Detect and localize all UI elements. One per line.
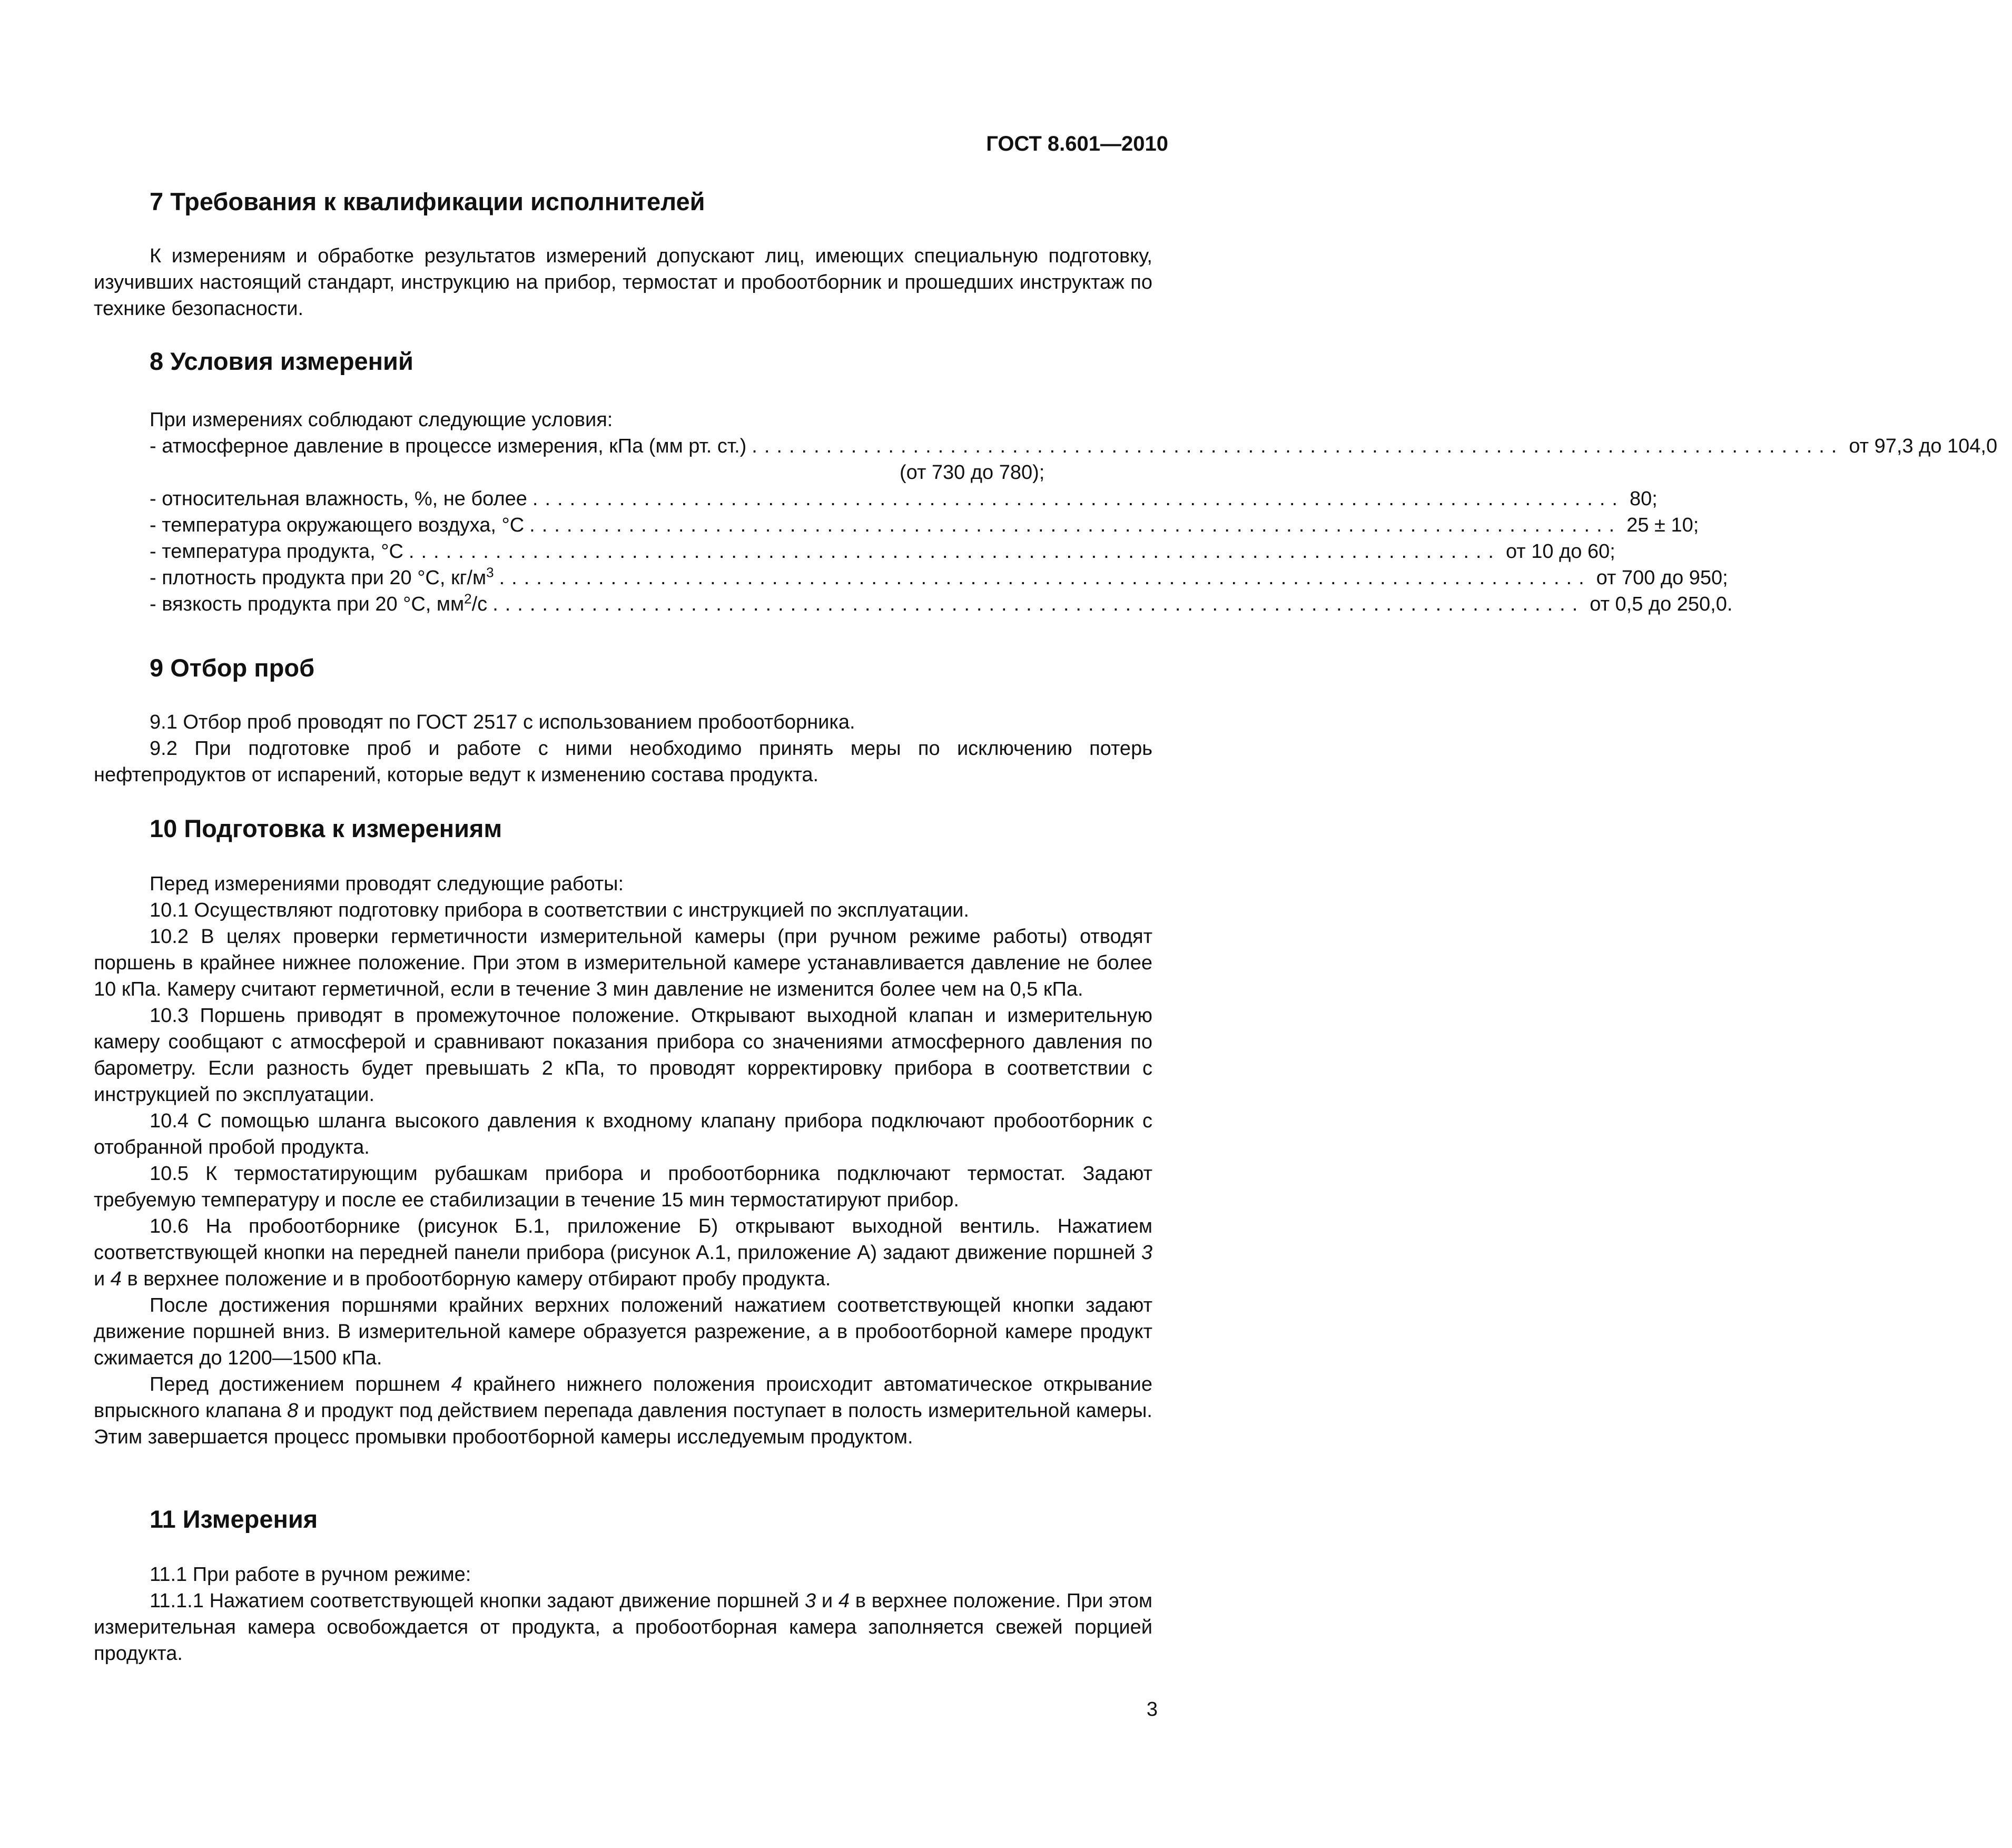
- section-10: [94, 814, 1152, 1450]
- condition-row: [94, 564, 1728, 591]
- condition-value: от 97,3 до 104,0: [1849, 435, 1998, 457]
- paragraph-10-1: 10.1 Осуществляют подготовку прибора в соответствии с инструкцией по эксплуатации.: [150, 899, 969, 921]
- condition-row: [94, 512, 1699, 538]
- condition-label: - атмосферное давление в процессе измерения, кПа (мм рт. ст.): [150, 435, 747, 457]
- section-9: [94, 653, 1152, 788]
- superscript: 3: [486, 564, 494, 581]
- section-7-paragraph: К измерениям и обработке результатов измерений допускают лиц, имеющих специальную подготовку, изучивших настоящий стандарт, инструкцию на прибор, термостат и пробоотборник и прошедших инструктаж по технике безопасности.: [94, 245, 1152, 320]
- section-8: [94, 347, 1998, 617]
- condition-label: - плотность продукта при 20 °С, $кг/м^3$: [150, 564, 494, 589]
- leader-dots: ........................................................................................: [492, 593, 1585, 615]
- condition-row: [94, 433, 1998, 459]
- condition-value: 80;: [1629, 488, 1658, 510]
- paragraph-10-5: 10.5 К термостатирующим рубашкам прибора и пробоотборника подключают термостат. Задают требуемую температуру и после ее стабилизации в течение 15 мин термостатируют прибор.: [94, 1163, 1152, 1211]
- paragraph-10-6-continued: После достижения поршнями крайних верхних положений нажатием соответствующей кнопки задают движение поршней вниз. В измерительной камере образуется разрежение, а в пробоотборной камере продукт сжимается до 1200—1500 кПа.: [94, 1294, 1152, 1369]
- condition-row: [94, 538, 1615, 565]
- section-7: [94, 187, 1152, 322]
- paragraph-10-3: 10.3 Поршень приводят в промежуточное положение. Открывают выходной клапан и измерительную камеру сообщают с атмосферой и сравнивают показания прибора со значениями атмосферного давления по барометру. Если разность будет превышать 2 кПа, то проводят корректировку прибора в соответствии с инструкцией по эксплуатации.: [94, 1005, 1152, 1106]
- condition-label: - температура окружающего воздуха, °С: [150, 514, 525, 536]
- paragraph-11-1-1: 11.1.1 Нажатием соответствующей кнопки задают движение поршней 3 и 4 в верхнее положение. При этом измерительная камера освобождается от продукта, а пробоотборная камера заполняется свежей порцией продукта.: [94, 1590, 1153, 1665]
- paragraph-10-6: 10.6 На пробоотборнике (рисунок Б.1, приложение Б) открывают выходной вентиль. Нажатием соответствующей кнопки на передней панели прибора (рисунок А.1, приложение А) задают движение поршней 3 и 4 в верхнее положение и в пробоотборную камеру отбирают пробу продукта.: [94, 1215, 1152, 1290]
- paragraph-9-1: 9.1 Отбор проб проводят по ГОСТ 2517 с использованием пробоотборника.: [150, 711, 855, 733]
- section-11: [94, 1505, 1152, 1667]
- leader-dots: ........................................................................................: [408, 540, 1501, 563]
- paragraph-10-2: 10.2 В целях проверки герметичности измерительной камеры (при ручном режиме работы) отводят поршень в крайнее нижнее положение. При этом в измерительной камере устанавливается давление не более 10 кПа. Камеру считают герметичной, если в течение 3 мин давление не изменится более чем на 0,5 кПа.: [94, 926, 1152, 1000]
- leader-dots: ........................................................................................: [499, 567, 1591, 589]
- condition-label: - относительная влажность, %, не более: [150, 488, 527, 510]
- leader-dots: ........................................................................................: [532, 488, 1624, 510]
- condition-value: от 700 до 950;: [1596, 567, 1728, 589]
- condition-value: от 0,5 до 250,0.: [1590, 593, 1733, 615]
- section-7-title: 7 Требования к квалификации исполнителей: [150, 188, 705, 215]
- page-number: 3: [1146, 1698, 1158, 1721]
- condition-value: 25 ± 10;: [1626, 514, 1699, 536]
- paragraph-11-1: 11.1 При работе в ручном режиме:: [150, 1564, 471, 1586]
- paragraph-9-2: 9.2 При подготовке проб и работе с ними необходимо принять меры по исключению потерь нефтепродуктов от испарений, которые ведут к изменению состава продукта.: [94, 738, 1152, 786]
- condition-label: - температура продукта, °С: [150, 540, 403, 563]
- condition-row: [94, 591, 1733, 617]
- condition-value-secondary: (от 730 до 780);: [900, 461, 1045, 484]
- document-code-header: ГОСТ 8.601—2010: [986, 132, 1168, 155]
- section-10-title: 10 Подготовка к измерениям: [150, 814, 502, 842]
- condition-label: - вязкость продукта при 20 °С, $мм^2/с$: [150, 591, 488, 615]
- superscript: 2: [464, 591, 472, 607]
- leader-dots: ........................................................................................: [752, 435, 1844, 457]
- paragraph-10-4: 10.4 С помощью шланга высокого давления к входному клапану прибора подключают пробоотборник с отобранной пробой продукта.: [94, 1110, 1152, 1158]
- section-8-intro: При измерениях соблюдают следующие условия:: [150, 409, 613, 431]
- section-9-title: 9 Отбор проб: [150, 654, 315, 682]
- condition-value: от 10 до 60;: [1506, 540, 1615, 563]
- leader-dots: ........................................................................................: [529, 514, 1622, 536]
- condition-row: [94, 486, 1658, 512]
- paragraph-10-6-final: Перед достижением поршнем 4 крайнего нижнего положения происходит автоматическое открывание впрыскного клапана 8 и продукт под действием перепада давления поступает в полость измерительной камеры. Этим завершается процесс промывки пробоотборной камеры исследуемым продуктом.: [94, 1373, 1152, 1448]
- section-10-intro: Перед измерениями проводят следующие работы:: [150, 873, 624, 895]
- section-8-title: 8 Условия измерений: [150, 347, 413, 375]
- section-11-title: 11 Измерения: [150, 1505, 318, 1533]
